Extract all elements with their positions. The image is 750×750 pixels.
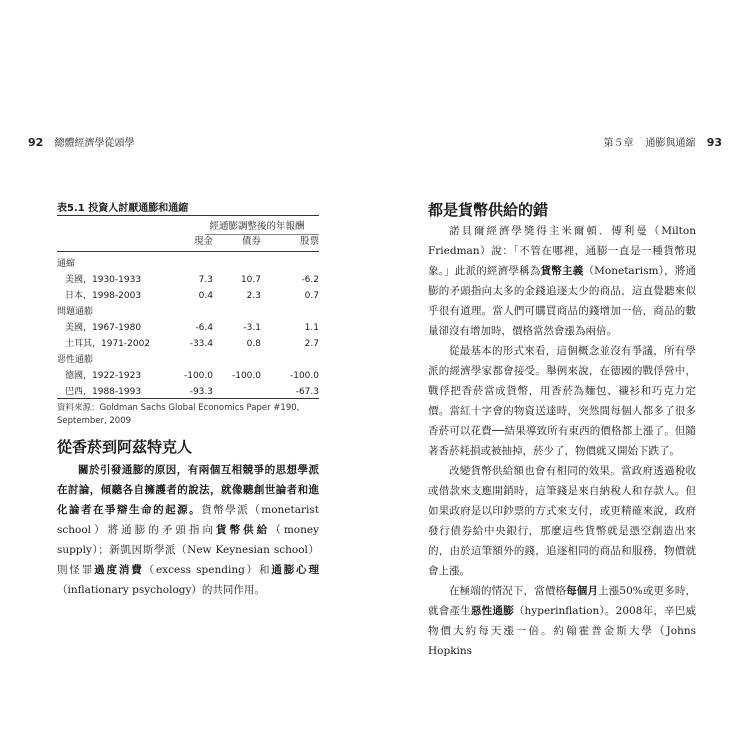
paragraph-text: （Monetarism），將通膨的矛頭指向太多的金錢追逐太少的商品，這直覺聽來似乎很有道理。當人們可購買商品的錢增加一倍，商品的數量卻沒有增加時，價格當然會漲為兩倍。: [428, 265, 697, 337]
column-header-stocks: 股票: [299, 236, 319, 247]
group-header-rule: [205, 234, 319, 235]
paragraph-text: （money supply）；新凱因斯學派（New Keynesian school）則怪罪: [57, 524, 320, 576]
table-cell-cash: 7.3: [198, 275, 213, 285]
left-book-title: 總體經濟學從頭學: [54, 138, 135, 149]
table-cell-cash: -6.4: [195, 323, 213, 333]
left-section-heading: 從香菸到阿茲特克人: [57, 438, 193, 456]
paragraph-text: 在極端的情況下，當價格: [449, 585, 567, 597]
chapter-label: 第５章: [603, 138, 634, 149]
table-cell-bonds: -100.0: [231, 371, 261, 381]
chapter-title: 通膨與通縮: [645, 138, 696, 149]
term-inflationary-psychology: 通膨心理: [271, 564, 320, 576]
table-section-row: [57, 304, 319, 320]
table-section-row: [57, 352, 319, 368]
paragraph-text: （inflationary psychology）的共同作用。: [57, 584, 265, 596]
right-running-head: [604, 137, 723, 150]
table-cell-stocks: -6.2: [301, 275, 319, 285]
table-title: 表5.1 投資人討厭通膨和通縮: [57, 203, 189, 214]
table-row-label: 巴西，1988-1993: [65, 387, 142, 397]
left-page-number: 92: [28, 136, 44, 149]
table-row: [57, 288, 319, 304]
table-row: [57, 336, 319, 352]
table-row-label: 美國，1967-1980: [65, 323, 142, 333]
table-section-label: 惡性通膨: [57, 355, 94, 365]
paragraph-text: 諾貝爾經濟學獎得主米爾頓．傅利曼（Milton Friedman）說：「不管在哪裡，通膨一直是一種貨幣現象。」此派的經濟學稱為: [428, 225, 696, 277]
term-hyperinflation: 惡性通膨: [470, 605, 514, 617]
right-body-text: [428, 221, 696, 661]
table-header-rule: [57, 251, 319, 252]
left-running-head: [28, 137, 135, 150]
table-section-label: 問題通膨: [57, 307, 94, 317]
column-header-bonds: 債券: [241, 236, 261, 247]
table-cell-stocks: 2.7: [304, 339, 319, 349]
right-page-number: 93: [706, 136, 722, 149]
table-row-label: 土耳其，1971-2002: [65, 339, 151, 349]
table-cell-cash: 0.4: [198, 291, 213, 301]
table-row: [57, 320, 319, 336]
table-cell-stocks: -100.0: [289, 371, 319, 381]
table-cell-stocks: 1.1: [304, 323, 319, 333]
paragraph-text: 上漲50%或更多時，就會產生: [428, 585, 696, 617]
right-paragraph-4: [428, 581, 696, 661]
table-cell-cash: -33.4: [189, 339, 213, 349]
table-section-row: [57, 256, 319, 272]
table-cell-stocks: -67.3: [295, 387, 319, 397]
table-section-label: 通縮: [57, 259, 76, 269]
table-row-label: 日本，1998-2003: [65, 291, 142, 301]
column-header-cash: 現金: [193, 236, 213, 247]
term-money-supply: 貨幣供給: [216, 524, 271, 536]
table-group-header: 經通膨調整後的年報酬: [209, 221, 305, 232]
table-source: 資料來源：Goldman Sachs Global Economics Paper #190, September, 2009: [57, 403, 300, 426]
table-cell-bonds: 0.8: [246, 339, 261, 349]
paragraph-text: （hyperinflation）。2008年，辛巴威物價大約每天漲一倍。約翰霍普金斯大學（Johns Hopkins: [428, 605, 697, 657]
right-paragraph-3: 改變貨幣供給額也會有相同的效果。當政府透過稅收或借款來支應開銷時，這筆錢是來自納稅人和存款人。但如果政府是以印鈔票的方式來支付，或更精確來說，政府發行債券給中央銀行，那麼這些貨幣就是憑空創造出來的，由於這筆額外的錢，追逐相同的商品和服務，物價就會上漲。: [428, 465, 696, 577]
table-cell-bonds: -3.1: [243, 323, 261, 333]
term-monetarism: 貨幣主義: [540, 265, 584, 277]
right-paragraph-1: [428, 221, 696, 341]
term-each-month: 每個月: [566, 585, 599, 597]
paragraph-bold-intro: 關於引發通膨的原因，有兩個互相競爭的思想學派在討論，傾聽各自擁護者的說法，就像聽創世論者和進化論者在爭辯生命的起源。: [57, 464, 319, 516]
table-row-label: 德國，1922-1923: [65, 371, 142, 381]
table-cell-stocks: 0.7: [304, 291, 319, 301]
left-body-paragraph: [57, 460, 319, 600]
right-section-heading: 都是貨幣供給的錯: [428, 201, 549, 219]
paragraph-text: （excess spending）和: [143, 564, 272, 576]
paragraph-text: 貨幣學派（monetarist school）將通膨的矛頭指向: [57, 504, 319, 536]
table-row: [57, 272, 319, 288]
table-row-label: 美國，1930-1933: [65, 275, 142, 285]
table-cell-bonds: 2.3: [246, 291, 261, 301]
table-top-rule: [57, 215, 319, 216]
term-excess-spending: 過度消費: [94, 564, 144, 576]
right-paragraph-2: 從最基本的形式來看，這個概念並沒有爭議，所有學派的經濟學家都會接受。舉例來說，在德國的戰俘營中，戰俘把香菸當成貨幣，用香菸為麵包、襯衫和巧克力定價。當紅十字會的物資送達時，突然間每個人都多了很多香菸可以花費──結果導致所有東西的價格都上漲了。但隨著香菸耗損或被抽掉，菸少了，物價就又開始下跌了。: [428, 345, 696, 457]
table-cell-bonds: 10.7: [240, 275, 261, 285]
table-row: [57, 368, 319, 384]
table-bottom-rule: [57, 398, 319, 399]
table-cell-cash: -93.3: [189, 387, 213, 397]
table-cell-cash: -100.0: [183, 371, 213, 381]
